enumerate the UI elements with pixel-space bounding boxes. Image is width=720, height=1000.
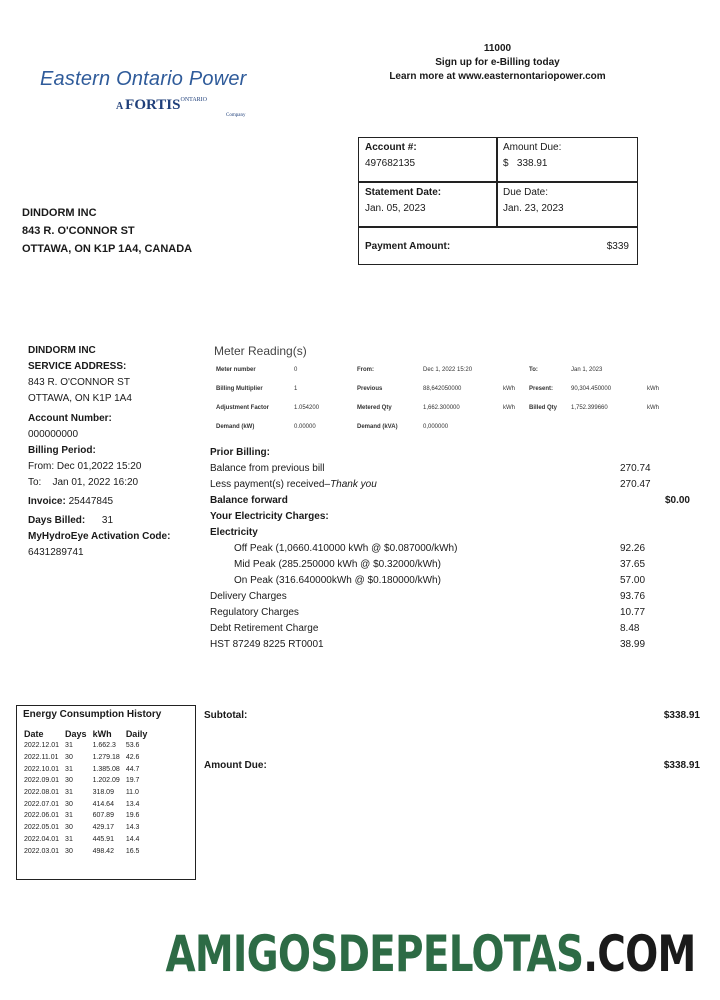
history-cell: 53.6 [125,742,140,750]
logo-company: Company [226,113,246,118]
history-cell: 30 [65,824,73,832]
meter-readings-table [212,360,669,436]
meter-row [212,360,669,379]
amount-due-currency: $ [503,158,509,169]
history-cell: 30 [65,777,73,785]
invoice [28,494,170,510]
address-line-1: DINDORM INC [22,207,97,219]
meter-cell: 0.00000 [294,423,316,430]
off-peak-label: Off Peak (1,0660.410000 kWh @ $0.087000/kWh) [234,543,458,554]
header-website: Learn more at www.easternontariopower.com [389,71,606,82]
history-cell: 31 [65,812,73,820]
meter-cell: Meter number [216,366,256,373]
total-amount-due-value: $338.91 [663,760,700,771]
meter-cell: kWh [647,385,659,392]
history-cell: 31 [65,742,73,750]
thank-you-text: Thank you [330,479,377,490]
history-cell: 2022.09.01 [24,777,60,785]
meter-cell: 1.054200 [294,404,320,411]
history-row [21,740,150,752]
meter-cell: 1 [294,385,298,392]
history-cell: 2022.10.01 [24,765,60,773]
history-row [21,763,150,775]
balance-forward-row [210,493,690,509]
logo-ontario: ONTARIO [180,97,208,103]
history-cell: 2022.05.01 [24,824,60,832]
to-label: To: [28,477,42,488]
history-row [21,834,150,846]
days-billed-value: 31 [101,515,114,526]
meter-cell: 0 [294,366,298,373]
total-amount-due-label: Amount Due: [204,760,267,771]
statement-date-value: Jan. 05, 2023 [365,203,426,214]
meter-cell: Present: [529,385,554,392]
service-account-number: 000000000 [28,429,79,440]
history-cell: 44.7 [125,765,140,773]
meter-cell: Demand (kVA) [357,423,398,430]
meter-cell [499,360,525,379]
meter-cell [499,417,525,436]
regulatory-row [210,605,690,621]
account-number-heading: Account Number: [28,413,112,424]
mid-peak-label: Mid Peak (285.250000 kWh @ $0.32000/kWh) [234,559,441,570]
account-summary-box [358,137,638,265]
balance-forward-value: $0.00 [664,495,690,506]
meter-cell: Previous [357,385,383,392]
history-cell: 2022.07.01 [24,800,60,808]
address-line-2: 843 R. O'CONNOR ST [22,225,135,237]
service-address-label: SERVICE ADDRESS: [28,361,127,372]
balance-previous-label: Balance from previous bill [210,463,325,474]
history-cell: 30 [65,800,73,808]
from-label: From: [28,461,55,472]
meter-cell: Jan 1, 2023 [571,366,603,373]
consumption-history-title: Energy Consumption History [23,709,162,720]
on-peak-value: 57.00 [620,575,646,586]
debt-retirement-row [210,621,690,637]
history-header: Days [65,729,87,739]
payment-amount-value: $339 [606,241,629,252]
off-peak-value: 92.26 [620,543,646,554]
meter-cell [643,417,669,436]
billing-period-to [28,475,170,491]
history-cell: 414.64 [92,800,114,808]
meter-cell: 88,642050000 [423,385,462,392]
address-line-3: OTTAWA, ON K1P 1A4, CANADA [22,243,193,255]
myhydroeye-value: 6431289741 [28,547,84,558]
days-billed-label: Days Billed: [28,515,86,526]
less-payment-row [210,477,690,493]
from-value: Dec 01,2022 15:20 [56,461,142,472]
consumption-history-box [16,705,196,880]
meter-cell: Demand (kW) [216,423,255,430]
amount-due-number: 338.91 [516,158,548,169]
history-header: Date [24,729,44,739]
meter-cell: kWh [503,385,515,392]
balance-previous-value: 270.74 [620,463,651,474]
history-cell: 445.91 [92,835,114,843]
history-cell: 11.0 [125,789,139,797]
history-cell: 1.202.09 [92,777,120,785]
invoice-label: Invoice: [28,496,66,507]
history-cell: 31 [65,835,73,843]
meter-cell: 90,304.450000 [571,385,612,392]
history-row [21,752,150,764]
history-header: kWh [92,729,112,739]
less-payment-label: Less payment(s) received– [210,479,331,490]
amount-due-value [503,158,548,169]
meter-row [212,417,669,436]
subtotal-value: $338.91 [663,710,700,721]
mid-peak-row [210,557,690,573]
meter-cell [643,360,669,379]
history-cell: 19.7 [125,777,140,785]
history-cell: 2022.11.01 [24,754,59,762]
hst-value: 38.99 [620,639,646,650]
prior-billing-label: Prior Billing: [210,447,270,458]
history-row [21,775,150,787]
balance-previous-row [210,461,690,477]
meter-cell: Dec 1, 2022 15:20 [423,366,473,373]
history-row [21,787,150,799]
meter-cell: To: [529,366,538,373]
history-cell: 429.17 [92,824,114,832]
delivery-row [210,589,690,605]
regulatory-label: Regulatory Charges [210,607,299,618]
history-cell: 13.4 [125,800,140,808]
fortis-logo [116,97,246,118]
history-cell: 1.662.3 [92,742,116,750]
meter-row [212,398,669,417]
to-value: Jan 01, 2022 16:20 [52,477,139,488]
electricity-label: Electricity [210,527,258,538]
meter-cell: kWh [647,404,659,411]
statement-date-label: Statement Date: [365,187,442,198]
invoice-value: 25447845 [68,496,114,507]
meter-cell: 1,662.300000 [423,404,460,411]
debt-retirement-value: 8.48 [620,623,640,634]
history-row [21,810,150,822]
history-cell: 1.385.08 [92,765,120,773]
service-info [28,343,170,561]
history-cell: 2022.04.01 [24,835,60,843]
charges-section [210,445,690,653]
payment-amount-label: Payment Amount: [365,241,451,252]
meter-cell: Billing Multiplier [216,385,263,392]
meter-readings-title: Meter Reading(s) [214,344,307,358]
debt-retirement-label: Debt Retirement Charge [210,623,319,634]
header-code: 11000 [483,43,512,54]
meter-row [212,379,669,398]
history-cell: 14.3 [125,824,140,832]
balance-forward-label: Balance forward [210,495,288,506]
delivery-value: 93.76 [620,591,646,602]
watermark [166,925,696,983]
account-number-value: 497682135 [365,158,416,169]
history-cell: 14.4 [125,835,140,843]
header-ebilling: Sign up for e-Billing today [435,57,560,68]
history-cell: 31 [65,765,73,773]
history-cell: 498.42 [92,847,114,855]
due-date-value: Jan. 23, 2023 [503,203,564,214]
billing-period-label: Billing Period: [28,445,96,456]
logo-fortis: FORTIS [125,97,181,113]
meter-cell: Metered Qty [357,404,392,411]
off-peak-row [210,541,690,557]
on-peak-row [210,573,690,589]
on-peak-label: On Peak (316.640000kWh @ $0.180000/kWh) [234,575,441,586]
header-info [370,42,625,84]
history-cell: 42.6 [125,754,140,762]
history-cell: 607.89 [92,812,114,820]
meter-cell [567,417,643,436]
meter-cell: From: [357,366,374,373]
billing-period-from [28,459,170,475]
history-cell: 30 [65,754,73,762]
amount-due-label: Amount Due: [503,142,562,153]
account-number-label: Account #: [365,142,417,153]
watermark-tld: .COM [583,925,696,983]
company-logo-name: Eastern Ontario Power [40,68,247,90]
meter-cell: 0,000000 [423,423,449,430]
history-cell: 318.09 [92,789,114,797]
mid-peak-value: 37.65 [620,559,646,570]
history-cell: 2022.06.01 [24,812,60,820]
service-address-line-2: OTTAWA, ON K1P 1A4 [28,393,132,404]
hst-label: HST 87249 8225 RT0001 [210,639,324,650]
due-date-label: Due Date: [503,187,549,198]
history-row [21,822,150,834]
service-address-line-1: 843 R. O'CONNOR ST [28,377,130,388]
watermark-main: AMIGOSDEPELOTAS [165,925,584,983]
history-cell: 16.5 [125,847,140,855]
meter-cell: Billed Qty [529,404,558,411]
history-header: Daily [125,729,148,739]
delivery-label: Delivery Charges [210,591,287,602]
less-payment-value: 270.47 [620,479,651,490]
history-cell: 2022.08.01 [24,789,60,797]
meter-cell [525,417,567,436]
history-cell: 19.6 [125,812,140,820]
days-billed [28,513,170,529]
meter-cell: 1,752.399660 [571,404,608,411]
history-cell: 1.279.18 [92,754,120,762]
history-cell: 2022.03.01 [24,847,60,855]
regulatory-value: 10.77 [620,607,646,618]
history-row [21,845,150,857]
history-cell: 30 [65,847,73,855]
history-cell: 31 [65,789,73,797]
history-row [21,798,150,810]
your-charges-label: Your Electricity Charges: [210,511,329,522]
meter-cell: Adjustment Factor [216,404,270,411]
meter-cell: kWh [503,404,515,411]
history-cell: 2022.12.01 [24,742,60,750]
service-customer-name: DINDORM INC [28,345,96,356]
subtotal-label: Subtotal: [204,710,248,721]
logo-prefix: A [116,101,126,112]
mailing-address [22,204,192,258]
hst-row [210,637,690,653]
myhydroeye-label: MyHydroEye Activation Code: [28,531,171,542]
consumption-history-table [21,728,150,857]
